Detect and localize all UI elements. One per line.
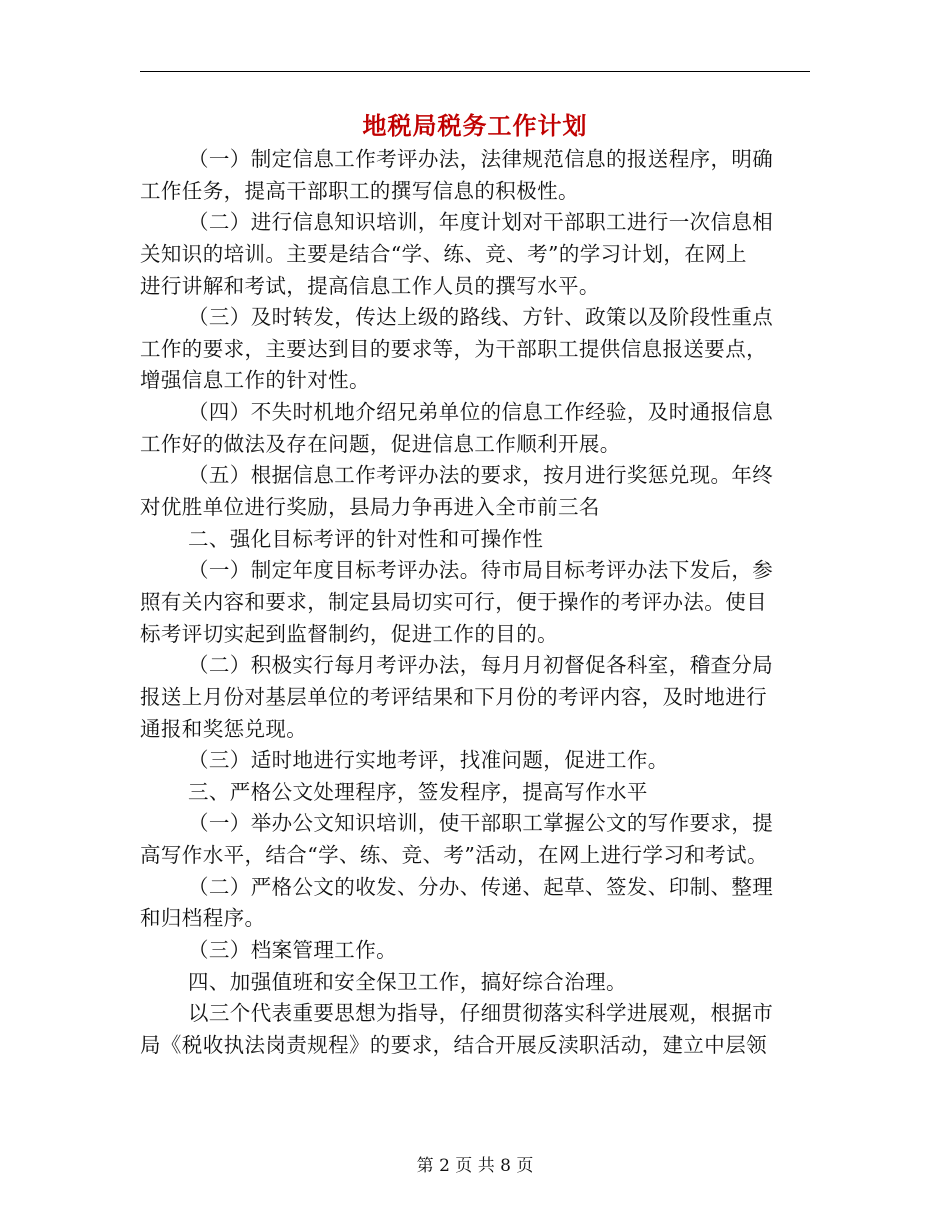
text-line: 报送上月份对基层单位的考评结果和下月份的考评内容，及时地进行 — [140, 684, 767, 709]
text-line: （一）制定年度目标考评办法。待市局目标考评办法下发后，参 — [188, 558, 774, 583]
text-line: 三、严格公文处理程序，签发程序，提高写作水平 — [188, 779, 648, 804]
text-line: 以三个代表重要思想为指导，仔细贯彻落实科学进展观，根据市 — [188, 1001, 774, 1026]
text-line: 高写作水平，结合“学、练、竞、考”活动，在网上进行学习和考试。 — [140, 843, 768, 868]
text-line: 四、加强值班和安全保卫工作，搞好综合治理。 — [188, 969, 627, 994]
text-line: 增强信息工作的针对性。 — [140, 368, 370, 393]
text-line: （一）举办公文知识培训，使干部职工掌握公文的写作要求，提 — [188, 811, 774, 836]
text-line: 工作任务，提高干部职工的撰写信息的积极性。 — [140, 178, 579, 203]
text-line: 通报和奖惩兑现。 — [140, 716, 308, 741]
document-body — [140, 144, 800, 1062]
text-line: （五）根据信息工作考评办法的要求，按月进行奖惩兑现。年终 — [188, 463, 774, 488]
text-line: 和归档程序。 — [140, 906, 266, 931]
text-line: （二）积极实行每月考评办法，每月月初督促各科室，稽查分局 — [188, 653, 774, 678]
text-line: 关知识的培训。主要是结合“学、练、竞、考”的学习计划，在网上 — [140, 241, 747, 266]
text-line: 对优胜单位进行奖励，县局力争再进入全市前三名 — [140, 495, 600, 520]
text-line: （二）进行信息知识培训，年度计划对干部职工进行一次信息相 — [188, 210, 774, 235]
text-line: 标考评切实起到监督制约，促进工作的目的。 — [140, 621, 558, 646]
text-line: （三）及时转发，传达上级的路线、方针、政策以及阶段性重点 — [188, 305, 774, 330]
text-line: （一）制定信息工作考评办法，法律规范信息的报送程序，明确 — [188, 147, 774, 171]
text-line: 二、强化目标考评的针对性和可操作性 — [188, 526, 544, 551]
text-line: 局《税收执法岗责规程》的要求，结合开展反渎职活动，建立中层领 — [140, 1032, 767, 1057]
text-line: （二）严格公文的收发、分办、传递、起草、签发、印制、整理 — [188, 874, 774, 899]
text-line: 照有关内容和要求，制定县局切实可行，便于操作的考评办法。使目 — [140, 589, 767, 614]
text-line: （三）适时地进行实地考评，找准问题，促进工作。 — [188, 748, 669, 773]
document-title: 地税局税务工作计划 — [362, 111, 588, 140]
text-line: （四）不失时机地介绍兄弟单位的信息工作经验，及时通报信息 — [188, 400, 774, 425]
text-line: （三）档案管理工作。 — [188, 938, 397, 963]
text-line: 进行讲解和考试，提高信息工作人员的撰写水平。 — [140, 273, 600, 298]
page-number-footer: 第 2 页 共 8 页 — [416, 1156, 534, 1176]
header-rule — [140, 71, 810, 72]
text-line: 工作的要求，主要达到目的要求等，为干部职工提供信息报送要点， — [140, 336, 767, 361]
text-line: 工作好的做法及存在问题，促进信息工作顺利开展。 — [140, 431, 621, 456]
